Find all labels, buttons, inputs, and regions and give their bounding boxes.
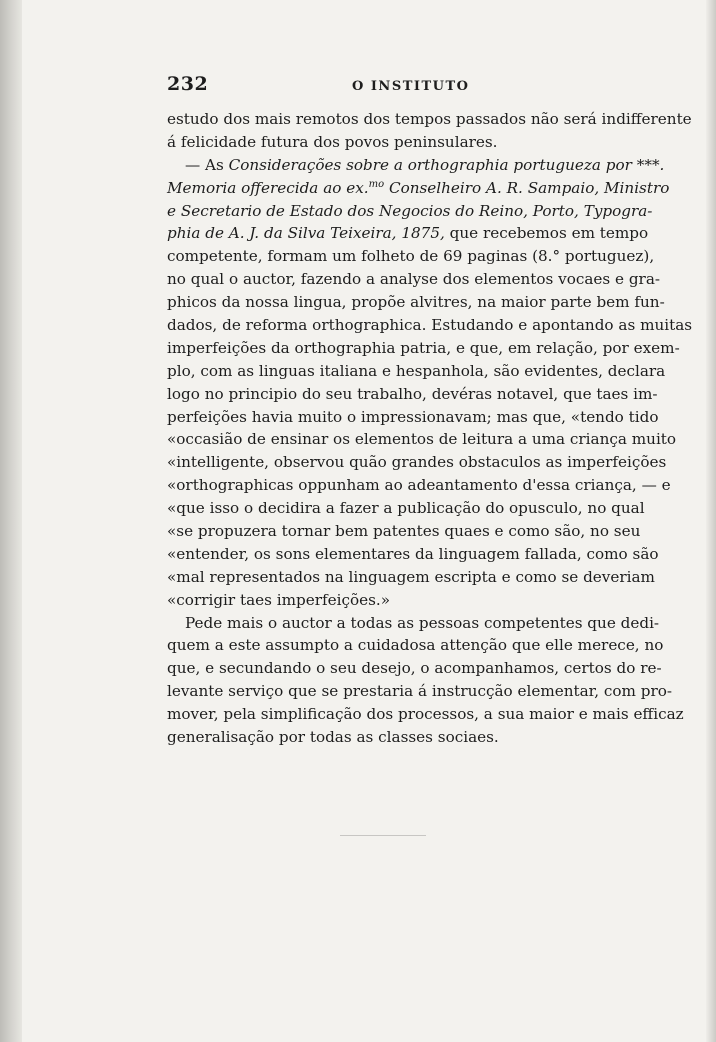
text-line: [167, 680, 673, 703]
text-line: [167, 177, 670, 200]
text-line: [167, 154, 665, 177]
text-run: «entender, os sons elementares da linguagem fallada, como são: [167, 544, 659, 563]
text-line: [167, 634, 664, 657]
text-run: logo no principio do seu trabalho, devéras notavel, que taes im-: [167, 384, 658, 403]
text-run: mover, pela simplificação dos processos, a sua maior e mais efficaz: [167, 705, 684, 724]
text-run: generalisação por todas as classes sociaes.: [167, 728, 499, 747]
body-text: [167, 108, 693, 749]
text-run: «corrigir taes imperfeições.»: [167, 590, 390, 609]
text-run: que, e secundando o seu desejo, o acompanhamos, certos do re-: [167, 659, 662, 678]
text-line: [167, 131, 639, 154]
text-run: imperfeições da orthographia patria, e que, em relação, por exem-: [167, 338, 680, 357]
show-through-rule: [340, 835, 426, 836]
text-line: [167, 497, 645, 520]
text-line: [167, 291, 665, 314]
text-line: [167, 200, 653, 223]
italic-text: Memoria offerecida ao ex.: [167, 178, 369, 197]
text-line: [167, 657, 662, 680]
text-run: estudo dos mais remotos dos tempos passados não será indifferente: [167, 110, 692, 128]
text-run: plo, com as linguas italiana e hespanhola, são evidentes, declara: [167, 361, 666, 380]
text-run: no qual o auctor, fazendo a analyse dos elementos vocaes e gra-: [167, 270, 660, 289]
page-right-edge: [706, 0, 716, 1042]
text-line: [167, 566, 655, 589]
text-run: «que isso o decidira a fazer a publicação do opusculo, no qual: [167, 499, 645, 518]
text-run: competente, formam um folheto de 69 paginas (8.° portuguez),: [167, 247, 655, 266]
running-head: [167, 73, 639, 97]
italic-text: phia de A. J. da Silva Teixeira, 1875,: [167, 224, 445, 243]
page-gutter-shadow: [0, 0, 22, 1042]
italic-text: Conselheiro A. R. Sampaio, Ministro: [384, 178, 670, 197]
italic-text: mo: [368, 178, 385, 190]
text-run: Pede mais o auctor a todas as pessoas competentes que dedi-: [185, 613, 660, 632]
italic-text: Considerações sobre a orthographia portugueza por ***.: [228, 155, 665, 174]
text-line: [167, 360, 666, 383]
text-run: «occasião de ensinar os elementos de leitura a uma criança muito: [167, 430, 677, 449]
journal-title: O INSTITUTO: [352, 79, 470, 94]
text-run: quem a este assumpto a cuidadosa attenção que elle merece, no: [167, 636, 664, 655]
text-run: — As: [185, 155, 229, 174]
text-line: [167, 726, 639, 749]
text-line: [167, 474, 671, 497]
text-run: levante serviço que se prestaria á instrucção elementar, com pro-: [167, 682, 673, 701]
text-line: [167, 222, 649, 245]
text-line: [167, 245, 655, 268]
text-line: [167, 428, 677, 451]
text-run: «orthographicas oppunham ao adeantamento d'essa criança, — e: [167, 476, 671, 495]
text-line: [167, 383, 658, 406]
text-line: [167, 406, 659, 429]
text-run: perfeições havia muito o impressionavam; mas que, «tendo tido: [167, 407, 659, 426]
text-line: [167, 337, 680, 360]
text-line: [167, 589, 639, 612]
text-line: [167, 314, 693, 337]
text-run: á felicidade futura dos povos peninsulares.: [167, 132, 498, 151]
text-line: [167, 108, 692, 131]
text-line: [167, 703, 684, 726]
text-run: «mal representados na linguagem escripta e como se deveriam: [167, 567, 655, 586]
page-number: 232: [167, 73, 209, 95]
text-run: que recebemos em tempo: [444, 224, 649, 243]
text-line: [167, 543, 659, 566]
text-run: phicos da nossa lingua, propõe alvitres, na maior parte bem fun-: [167, 293, 665, 312]
text-run: «se propuzera tornar bem patentes quaes e como são, no seu: [167, 522, 641, 541]
text-run: dados, de reforma orthographica. Estudando e apontando as muitas: [167, 316, 693, 335]
text-line: [167, 451, 667, 474]
text-line: [167, 520, 639, 543]
italic-text: e Secretario de Estado dos Negocios do Reino, Porto, Typogra-: [167, 201, 653, 220]
text-line: [167, 612, 660, 635]
text-line: [167, 268, 660, 291]
text-run: «intelligente, observou quão grandes obstaculos as imperfeições: [167, 453, 667, 472]
